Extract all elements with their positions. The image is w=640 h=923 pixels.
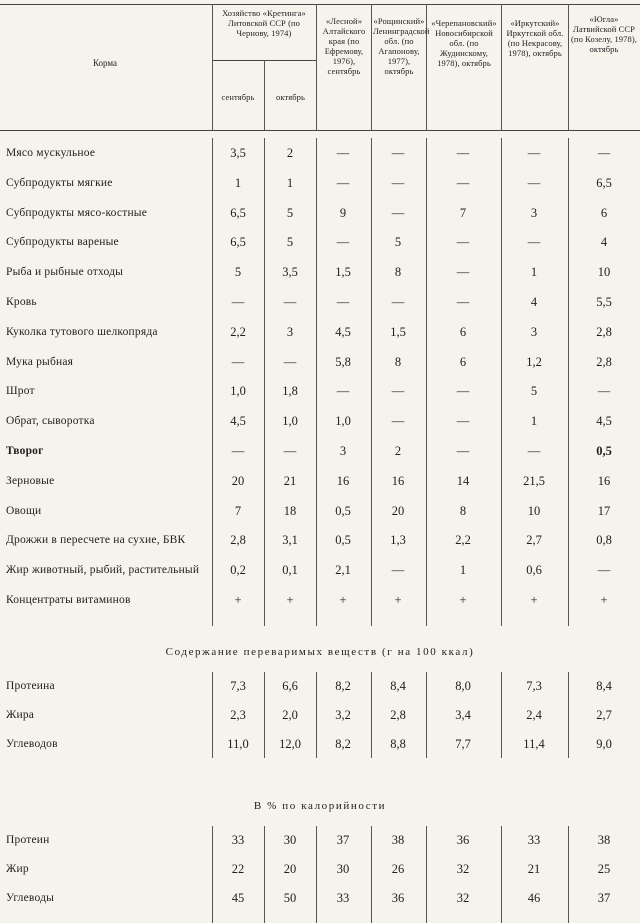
body-divider	[371, 672, 372, 758]
table-cell: —	[336, 295, 350, 309]
table-cell: —	[283, 295, 297, 309]
table-cell: —	[527, 175, 541, 190]
table-cell: 0,2	[230, 563, 246, 578]
table-cell: —	[391, 205, 405, 220]
body-divider	[264, 672, 265, 758]
table-cell: 25	[597, 862, 611, 876]
table-cell: 1,0	[335, 414, 351, 429]
table-cell: 3	[339, 444, 347, 458]
table-cell: 2,2	[455, 533, 471, 548]
table-cell: —	[231, 444, 245, 458]
table-cell: 3	[530, 324, 538, 339]
table-cell: —	[231, 295, 245, 309]
row-label: Жир животный, рыбий, растительный	[6, 564, 200, 577]
table-cell: +	[234, 593, 242, 607]
table-cell: 8,4	[596, 679, 612, 693]
table-cell: —	[597, 563, 611, 578]
table-cell: —	[391, 563, 405, 578]
table-cell: —	[456, 295, 470, 309]
table-cell: +	[530, 593, 538, 607]
row-label: Овощи	[6, 504, 42, 517]
feed-column-header: Корма	[92, 58, 118, 68]
table-cell: 22	[231, 862, 245, 876]
table-cell: 10	[527, 503, 541, 518]
table-cell: 7,7	[455, 737, 471, 751]
body-divider	[212, 138, 213, 626]
body-divider	[212, 672, 213, 758]
table-cell: 2,8	[390, 708, 406, 722]
body-divider	[568, 826, 569, 923]
table-cell: 4,5	[596, 414, 612, 429]
row-label: Творог	[6, 445, 44, 457]
table-cell: 2,7	[526, 533, 542, 548]
table-cell: 3,5	[230, 146, 246, 160]
table-cell: 7,3	[526, 679, 542, 693]
row-label: Шрот	[6, 385, 35, 398]
table-cell: —	[391, 146, 405, 160]
table-cell: +	[459, 593, 467, 607]
table-cell: 3,2	[335, 708, 351, 722]
table-cell: 1,0	[282, 414, 298, 429]
body-divider	[316, 672, 317, 758]
group-header-kretinga: Хозяйство «Кретинга» Литовской ССР (по Чернову, 1974)	[222, 8, 306, 38]
table-cell: 1	[530, 414, 538, 429]
table-cell: —	[456, 235, 470, 250]
body-divider	[501, 672, 502, 758]
table-cell: 1,8	[282, 384, 298, 399]
table-cell: —	[391, 384, 405, 399]
row-label: Углеводы	[6, 892, 55, 904]
row-label: Концентраты витаминов	[6, 594, 131, 606]
table-cell: +	[600, 593, 608, 607]
body-divider	[212, 826, 213, 923]
column-header-lesnoy: «Лесной» Алтайского края (по Ефремову, 1976), сентябрь	[322, 16, 366, 76]
table-cell: —	[597, 146, 611, 160]
table-cell: 21	[283, 473, 297, 488]
row-label: Протеин	[6, 834, 50, 846]
table-cell: 20	[391, 503, 405, 518]
table-cell: —	[456, 146, 470, 160]
table-cell: 20	[283, 862, 297, 876]
digestible-section-title: Содержание переваримых веществ (г на 100 ккал)	[165, 646, 475, 658]
table-cell: —	[336, 384, 350, 399]
table-cell: 10	[597, 265, 611, 280]
table-cell: 4,5	[335, 324, 351, 339]
table-cell: 6	[459, 354, 467, 369]
column-divider	[501, 4, 502, 130]
table-cell: —	[336, 175, 350, 190]
row-label: Дрожжи в пересчете на сухие, БВК	[6, 534, 186, 547]
table-cell: 2	[286, 146, 294, 160]
row-label: Субпродукты мягкие	[6, 176, 113, 189]
column-header-roshchinsky: «Рощинский» Ленинградской обл. (по Агапонову, 1977), октябрь	[373, 16, 430, 76]
header-bottom-rule	[0, 130, 640, 131]
row-label: Жир	[6, 863, 29, 875]
table-cell: 7	[234, 503, 242, 518]
table-cell: 37	[597, 891, 611, 905]
column-divider	[316, 4, 317, 130]
row-label: Рыба и рыбные отходы	[6, 266, 124, 279]
table-cell: 2,1	[335, 563, 351, 578]
table-cell: 8	[459, 503, 467, 518]
table-cell: 2,8	[596, 324, 612, 339]
row-label: Углеводов	[6, 738, 58, 750]
table-cell: 5,8	[335, 354, 351, 369]
table-cell: 6,5	[230, 235, 246, 250]
table-cell: 5	[530, 384, 538, 399]
table-cell: 6,6	[282, 679, 298, 693]
table-cell: 8,8	[390, 737, 406, 751]
row-label: Куколка тутового шелкопряда	[6, 325, 158, 338]
table-cell: 6	[600, 205, 608, 220]
body-divider	[316, 826, 317, 923]
body-divider	[426, 826, 427, 923]
table-cell: 6	[459, 324, 467, 339]
table-cell: 6,5	[230, 205, 246, 220]
table-cell: 17	[597, 503, 611, 518]
table-cell: —	[527, 444, 541, 458]
table-cell: 16	[597, 473, 611, 488]
row-label: Зерновые	[6, 474, 55, 487]
table-cell: 8,0	[455, 679, 471, 693]
table-cell: —	[336, 235, 350, 250]
table-cell: 3	[286, 324, 294, 339]
body-divider	[426, 672, 427, 758]
calories-section-title: В % по калорийности	[253, 800, 387, 812]
table-cell: 4,5	[230, 414, 246, 429]
table-cell: —	[527, 235, 541, 250]
table-cell: 9,0	[596, 737, 612, 751]
table-cell: —	[391, 175, 405, 190]
row-label: Кровь	[6, 296, 37, 308]
table-cell: +	[394, 593, 402, 607]
column-divider	[568, 4, 569, 130]
table-cell: 32	[456, 862, 470, 876]
table-cell: —	[283, 354, 297, 369]
table-cell: 0,6	[526, 563, 542, 578]
table-cell: 45	[231, 891, 245, 905]
table-cell: 1,0	[230, 384, 246, 399]
row-label: Обрат, сыворотка	[6, 415, 95, 428]
table-cell: 3,5	[282, 265, 298, 280]
table-cell: 33	[336, 891, 350, 905]
table-cell: 21	[527, 862, 541, 876]
table-cell: 14	[456, 473, 470, 488]
table-cell: 36	[391, 891, 405, 905]
body-divider	[316, 138, 317, 626]
body-divider	[264, 826, 265, 923]
table-cell: 3	[530, 205, 538, 220]
row-label: Протеина	[6, 680, 55, 692]
table-cell: 37	[336, 833, 350, 847]
table-cell: 18	[283, 503, 297, 518]
body-divider	[568, 672, 569, 758]
table-cell: 1	[234, 175, 242, 190]
body-divider	[568, 138, 569, 626]
table-cell: 21,5	[523, 473, 545, 488]
header-top-rule	[0, 4, 640, 5]
table-cell: 4	[600, 235, 608, 250]
table-cell: —	[597, 384, 611, 399]
table-cell: 1,5	[335, 265, 351, 280]
table-cell: 2,8	[230, 533, 246, 548]
table-cell: 7	[459, 205, 467, 220]
table-cell: 12,0	[279, 737, 301, 751]
table-cell: 9	[339, 205, 347, 220]
table-cell: 46	[527, 891, 541, 905]
table-cell: 2	[394, 444, 402, 458]
table-cell: —	[456, 175, 470, 190]
row-label: Субпродукты мясо-костные	[6, 206, 148, 219]
body-divider	[371, 826, 372, 923]
table-cell: 2,3	[230, 708, 246, 722]
table-cell: 32	[456, 891, 470, 905]
table-cell: 2,4	[526, 708, 542, 722]
table-cell: 0,8	[596, 533, 612, 548]
table-cell: 6,5	[596, 175, 612, 190]
table-cell: 8,4	[390, 679, 406, 693]
table-cell: 33	[527, 833, 541, 847]
table-cell: —	[456, 414, 470, 429]
body-divider	[264, 138, 265, 626]
body-divider	[501, 826, 502, 923]
table-cell: —	[336, 146, 350, 160]
table-cell: 3,4	[455, 708, 471, 722]
table-cell: 1,3	[390, 533, 406, 548]
table-cell: 2,7	[596, 708, 612, 722]
table-cell: —	[456, 444, 470, 458]
table-cell: 11,4	[523, 737, 545, 751]
table-cell: 30	[336, 862, 350, 876]
table-cell: 5	[286, 235, 294, 250]
table-cell: —	[231, 354, 245, 369]
table-cell: 1	[459, 563, 467, 578]
table-cell: —	[283, 444, 297, 458]
table-cell: 0,5	[335, 503, 351, 518]
table-cell: 0,5	[596, 444, 612, 458]
table-cell: 1	[286, 175, 294, 190]
table-cell: —	[456, 265, 470, 280]
table-cell: 8	[394, 265, 402, 280]
table-cell: 16	[336, 473, 350, 488]
table-cell: 20	[231, 473, 245, 488]
table-cell: 2,2	[230, 324, 246, 339]
table-cell: 0,1	[282, 563, 298, 578]
table-cell: —	[391, 295, 405, 309]
column-header-yugla: «Югла» Латвийской ССР (по Козелу, 1978), октябрь	[570, 14, 638, 54]
table-cell: 2,8	[596, 354, 612, 369]
table-cell: 2,0	[282, 708, 298, 722]
table-cell: 38	[597, 833, 611, 847]
table-cell: 8,2	[335, 679, 351, 693]
table-cell: —	[456, 384, 470, 399]
body-divider	[371, 138, 372, 626]
table-cell: 7,3	[230, 679, 246, 693]
table-cell: 8,2	[335, 737, 351, 751]
subheader-october: октябрь	[276, 92, 305, 102]
table-cell: 1,5	[390, 324, 406, 339]
row-label: Субпродукты вареные	[6, 236, 119, 249]
table-cell: 5	[286, 205, 294, 220]
table-cell: 8	[394, 354, 402, 369]
column-divider	[371, 4, 372, 130]
table-cell: 3,1	[282, 533, 298, 548]
table-cell: 5,5	[596, 295, 612, 309]
table-cell: 26	[391, 862, 405, 876]
table-cell: 11,0	[227, 737, 249, 751]
row-label: Жира	[6, 709, 35, 721]
table-cell: 30	[283, 833, 297, 847]
table-cell: 5	[234, 265, 242, 280]
table-cell: 16	[391, 473, 405, 488]
column-header-cherepanovsky: «Черепановский» Новосибирской обл. (по Жудинскому, 1978), октябрь	[431, 18, 497, 68]
table-cell: 38	[391, 833, 405, 847]
table-cell: 5	[394, 235, 402, 250]
column-divider	[426, 4, 427, 130]
body-divider	[501, 138, 502, 626]
subheader-september: сентябрь	[221, 92, 255, 102]
row-label: Мясо мускульное	[6, 147, 96, 159]
table-cell: 1	[530, 265, 538, 280]
table-cell: +	[339, 593, 347, 607]
table-cell: 36	[456, 833, 470, 847]
body-divider	[426, 138, 427, 626]
table-cell: 33	[231, 833, 245, 847]
column-header-irkutsky: «Иркутский» Иркутской обл. (по Некрасову, 1978), октябрь	[506, 18, 564, 58]
table-cell: 50	[283, 891, 297, 905]
table-cell: +	[286, 593, 294, 607]
table-cell: —	[391, 414, 405, 429]
column-divider	[212, 4, 213, 130]
table-cell: —	[527, 146, 541, 160]
table-cell: 1,2	[526, 354, 542, 369]
row-label: Мука рыбная	[6, 355, 74, 368]
table-cell: 0,5	[335, 533, 351, 548]
table-cell: 4	[530, 295, 538, 309]
